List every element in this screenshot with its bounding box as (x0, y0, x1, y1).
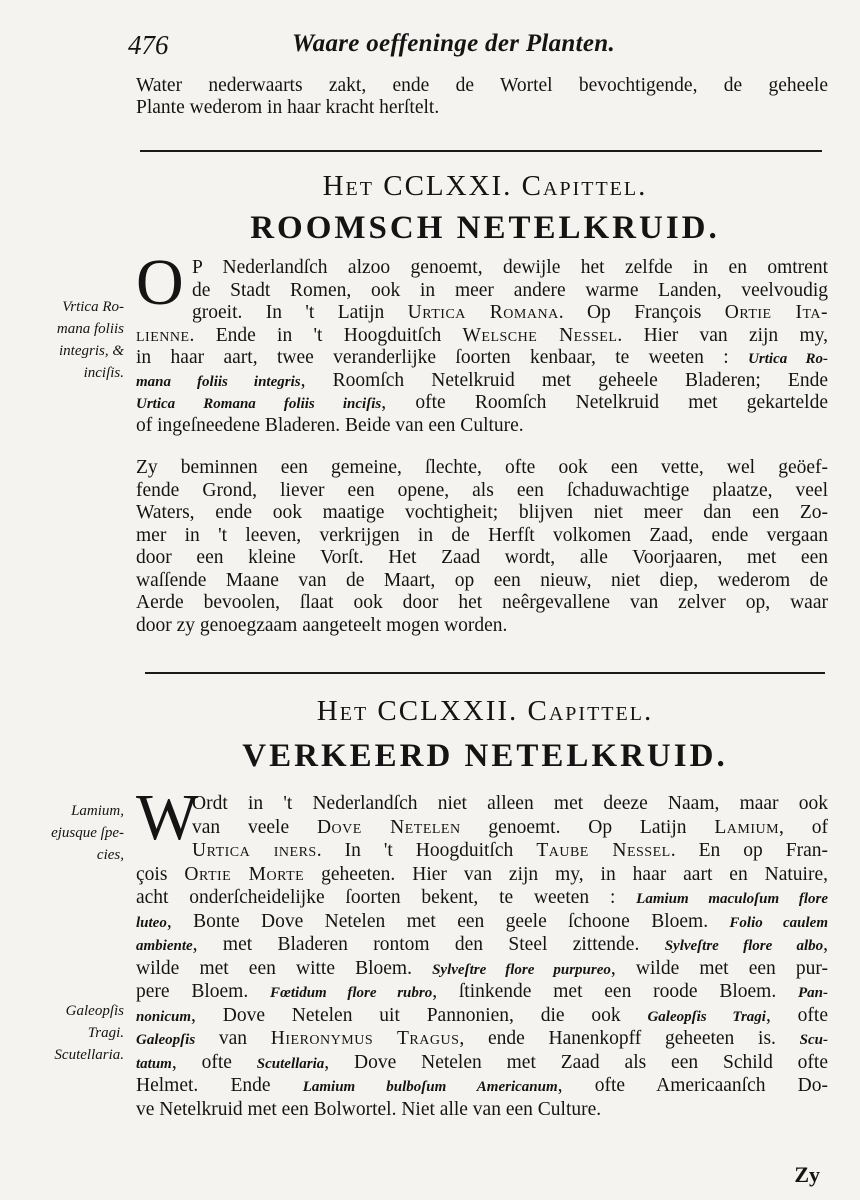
text-line (136, 96, 828, 120)
text-segment: groeit. In 't Latijn (192, 302, 408, 323)
margin-note-line: Scutellaria. (54, 1047, 124, 1063)
text-segment: Lamium bulboſum Americanum (302, 1079, 558, 1095)
text-line (136, 1004, 828, 1028)
text-segment: . Ende in 't Hoogduitſch (189, 324, 463, 346)
margin-note-line: cies, (96, 847, 124, 863)
text-segment: Ortie Morte (184, 863, 305, 885)
text-segment: çois (136, 863, 185, 885)
text-line (192, 279, 828, 303)
text-line (136, 391, 828, 415)
text-line (192, 816, 828, 840)
text-segment: P Nederlandſch alzoo genoemt, dewijle het zelfde in en omtrent (192, 257, 828, 278)
text-segment: , ofte (171, 1051, 257, 1073)
text-line (192, 792, 828, 816)
text-segment: , ende Hanenkopff geheeten is. (459, 1028, 800, 1049)
text-segment: nonicum (136, 1008, 192, 1025)
text-segment: door zy genoegzaam aangeteelt mogen worden. (136, 614, 508, 636)
margin-note-line: Galeopſis (65, 1003, 124, 1019)
text-segment: Scutellaria (256, 1055, 325, 1072)
text-line (136, 591, 828, 615)
text-segment: , (823, 934, 828, 955)
running-title: Waare oeffeninge der Planten. (292, 30, 616, 57)
text-segment: geheeten. Hier van zijn my, in haar aart en Natuire, (304, 863, 828, 885)
text-segment: tatum (136, 1055, 172, 1072)
chapter-title: VERKEERD NETELKRUID. (242, 738, 728, 774)
text-segment: mana foliis integris (136, 373, 301, 390)
text-segment: , of (779, 816, 828, 838)
text-segment: ambiente (136, 938, 193, 954)
text-segment: , ofte Roomſch Netelkruid met gekartelde (381, 392, 828, 413)
text-line (136, 501, 828, 525)
text-line (136, 74, 828, 98)
text-segment: mer in 't leeven, verkrijgen in de Herfſt volkomen Zaad, ende vergaan (136, 524, 828, 546)
text-segment: van (195, 1028, 271, 1049)
text-segment: de Stadt Romen, ook in meer andere warme Landen, veelvoudig (192, 279, 828, 301)
text-line (192, 839, 828, 863)
drop-cap: O (136, 246, 184, 319)
text-line (136, 1027, 828, 1051)
text-segment: Taube Nessel (536, 840, 671, 861)
text-segment: Fœtidum flore rubro (270, 985, 433, 1001)
text-segment: in haar aart, twee veranderlijke ſoorten kenbaar, te weeten : (136, 347, 749, 368)
text-segment: Welsche Nessel (462, 324, 618, 346)
text-segment: , ſtinkende met een roode Bloem. (432, 981, 798, 1002)
text-segment: door een kleine Vorſt. Het Zaad wordt, alle Voorjaaren, met een (136, 547, 828, 568)
text-segment: . Op François (558, 302, 725, 323)
text-line (136, 1074, 828, 1098)
text-segment: of ingeſneedene Bladeren. Beide van een Culture. (136, 414, 524, 436)
text-segment: , ofte Americaanſch Do- (557, 1075, 828, 1096)
text-segment: Aerde bevoolen, ſlaat ook door het neêrgevallene van zelver op, waar (136, 592, 828, 613)
text-line (136, 1051, 828, 1075)
text-line (136, 863, 828, 887)
page-number: 476 (128, 30, 169, 60)
text-segment: Zy beminnen een gemeine, ſlechte, ofte ook een vette, wel geöef- (136, 457, 828, 478)
margin-note-line: inciſis. (83, 365, 124, 381)
text-line (136, 886, 828, 910)
text-segment: wilde met een witte Bloem. (136, 957, 433, 979)
text-segment: Urtica iners (192, 840, 317, 861)
text-line (136, 957, 828, 981)
text-segment: Scu- (799, 1032, 828, 1048)
text-segment: , Dove Netelen met Zaad als een Schild ofte (324, 1051, 828, 1073)
text-segment: Lamium maculoſum flore (636, 891, 828, 907)
text-segment: fende Grond, liever een opene, als een ſchaduwachtige plaatze, veel (136, 479, 828, 501)
text-segment: Ordt in 't Nederlandſch niet alleen met deeze Naam, maar ook (192, 793, 828, 814)
text-segment: lienne (136, 324, 190, 346)
text-segment: waſſende Maane van de Maart, op een nieuw, niet diep, wederom de (136, 569, 828, 591)
text-segment: Folio caulem (729, 914, 828, 931)
text-line (136, 980, 828, 1004)
text-segment: . Hier van zijn my, (617, 324, 828, 346)
text-segment: Lamium (714, 816, 780, 838)
text-segment: Helmet. Ende (136, 1075, 303, 1096)
text-segment: Urtica Romana (407, 302, 559, 323)
text-segment: Waters, ende ook maatige vochtigheit; blijven niet meer dan een Zo- (136, 502, 828, 523)
text-line (136, 546, 828, 570)
text-segment: . In 't Hoogduitſch (316, 840, 537, 861)
text-segment: Water nederwaarts zakt, ende de Wortel bevochtigende, de geheele (136, 75, 828, 96)
margin-note-line: Vrtica Ro- (62, 299, 124, 315)
text-segment: Ortie Ita- (724, 302, 828, 323)
text-segment: luteo (136, 914, 167, 931)
text-segment: Urtica Ro- (748, 351, 828, 367)
text-line (136, 456, 828, 480)
text-segment: Sylveſtre flore purpureo (432, 961, 611, 978)
text-line (136, 414, 828, 438)
text-line (136, 933, 828, 957)
text-line (136, 524, 828, 548)
text-segment: pere Bloem. (136, 981, 271, 1002)
text-segment: genoemt. Op Latijn (460, 816, 715, 838)
margin-note-line: integris, & (58, 343, 124, 359)
chapter-heading: Het CCLXXI. Capittel. (322, 170, 648, 202)
margin-note-line: mana foliis (56, 321, 124, 337)
text-line (136, 910, 828, 934)
text-segment: , met Bladeren rontom den Steel zittende. (192, 934, 665, 955)
text-segment: Hieronymus Tragus (270, 1028, 460, 1049)
text-segment: Galeopſis (136, 1032, 196, 1048)
text-segment: Pan- (798, 985, 828, 1001)
text-segment: van veele (192, 816, 317, 838)
divider-rule (140, 150, 822, 152)
chapter-heading: Het CCLXXII. Capittel. (316, 695, 654, 727)
text-segment: , Dove Netelen uit Pannonien, die ook (191, 1004, 648, 1026)
text-segment: , ofte (765, 1004, 828, 1026)
margin-note-line: Lamium, (71, 803, 124, 819)
text-segment: Plante wederom in haar kracht herſtelt. (136, 97, 440, 118)
text-line (136, 369, 828, 393)
text-line (192, 256, 828, 280)
text-line (136, 614, 828, 638)
text-line (136, 479, 828, 503)
text-segment: , wilde met een pur- (610, 957, 828, 979)
drop-cap: W (136, 781, 199, 854)
margin-note-line: Tragi. (87, 1025, 124, 1041)
text-segment: ve Netelkruid met een Bolwortel. Niet alle van een Culture. (136, 1098, 602, 1120)
text-line (136, 324, 828, 348)
text-segment: . En op Fran- (670, 840, 828, 861)
text-segment: Dove Netelen (316, 816, 461, 838)
text-line (136, 569, 828, 593)
divider-rule (145, 672, 825, 674)
text-segment: Sylveſtre flore albo (664, 938, 824, 954)
text-line (136, 1098, 828, 1122)
text-line (192, 301, 828, 325)
text-segment: acht onderſcheidelijke ſoorten bekent, te weeten : (136, 887, 637, 908)
text-segment: Urtica Romana foliis inciſis (136, 396, 382, 412)
text-segment: , Bonte Dove Netelen met een geele ſchoone Bloem. (166, 910, 730, 932)
chapter-title: ROOMSCH NETELKRUID. (250, 210, 720, 246)
margin-note-line: ejusque ſpe- (51, 825, 124, 841)
text-segment: Galeopſis Tragi (647, 1008, 766, 1025)
catchword: Zy (794, 1162, 820, 1187)
text-segment: , Roomſch Netelkruid met geheele Bladeren; Ende (300, 369, 828, 391)
text-line (136, 346, 828, 370)
